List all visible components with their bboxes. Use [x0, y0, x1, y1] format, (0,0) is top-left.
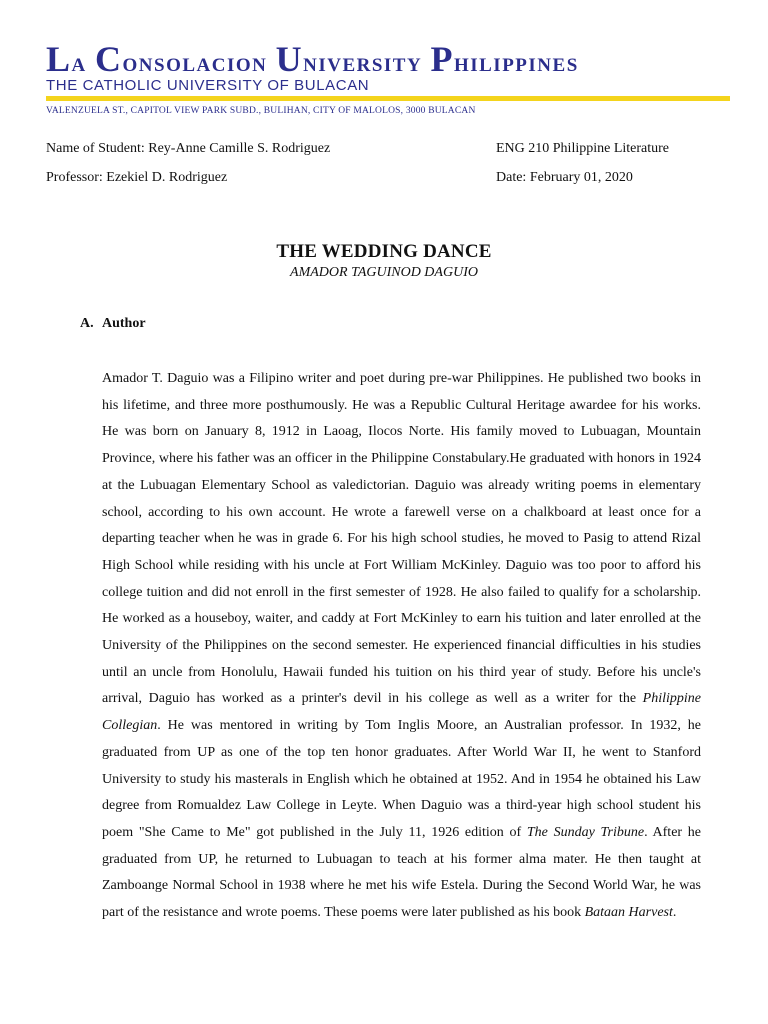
- publication-title: Bataan Harvest: [584, 905, 673, 921]
- meta-row: [46, 163, 730, 192]
- publication-title: Philippine Collegian: [102, 691, 701, 734]
- university-address: VALENZUELA ST., CAPITOL VIEW PARK SUBD., BULIHAN, CITY OF MALOLOS, 3000 BULACAN: [46, 106, 476, 116]
- university-name: [46, 39, 730, 79]
- student-name: Name of Student: Rey-Anne Camille S. Rodriguez: [46, 141, 331, 156]
- letterhead: [46, 39, 730, 116]
- university-name-part: hilippines: [453, 47, 579, 77]
- paragraph-text: Amador T. Daguio was a Filipino writer and poet during pre-war Philippines. He published two books in his lifetime, and three more posthumously. He was a Republic Cultural Heritage awardee for his works. He was born on January 8, 1912 in Laoag, Ilocos Norte. His family moved to Lubuagan, Mountain Province, where his father was an officer in the Philippine Constabulary.He graduated with honors in 1924 at the Lubuagan Elementary School as valedictorian. Daguio was already writing poems in elementary school, according to his own account. He wrote a farewell verse on a chalkboard at least once for a departing teacher when he was in grade 6. For his high school studies, he moved to Pasig to attend Rizal High School while residing with his uncle at Fort William McKinley. Daguio was too poor to afford his college tuition and did not enroll in the first semester of 1928. He also failed to qualify for a scholarship. He worked as a houseboy, waiter, and caddy at Fort McKinley to earn his tuition and later enrolled at the University of the Philippines on the second semester. He experienced financial difficulties in his studies until an uncle from Honolulu, Hawaii funded his tuition on his third year of study. Before his uncle's arrival, Daguio has worked as a printer's devil in his college as well as a writer for the: [102, 371, 701, 707]
- university-name-initial: U: [275, 39, 304, 79]
- publication-title: The Sunday Tribune: [526, 824, 645, 840]
- university-name-part: onsolacion: [122, 47, 268, 77]
- university-name-initial: P: [430, 39, 454, 79]
- section-title: Author: [102, 316, 146, 331]
- university-name-part: niversity: [303, 47, 423, 77]
- university-name-initial: C: [95, 39, 123, 79]
- document-title: THE WEDDING DANCE: [276, 241, 492, 262]
- professor-name: Professor: Ezekiel D. Rodriguez: [46, 170, 228, 185]
- university-tagline: THE CATHOLIC UNIVERSITY OF BULACAN: [46, 77, 370, 94]
- document-subtitle: AMADOR TAGUINOD DAGUIO: [290, 265, 478, 280]
- meta-row: [46, 134, 730, 163]
- university-name-part: a: [71, 47, 87, 77]
- section-number: A.: [80, 316, 94, 331]
- section-heading: [80, 316, 146, 332]
- course-name: ENG 210 Philippine Literature: [496, 141, 670, 156]
- document-meta: [46, 134, 730, 192]
- paragraph-text: .: [672, 905, 677, 921]
- document-date: Date: February 01, 2020: [496, 170, 633, 185]
- paragraph-text: . After he graduated from UP, he returned to Lubuagan to teach at his former alma mater. He then taught at Zamboange Normal School in 1938 where he met his wife Estela. During the Second World War, he was part of the resistance and wrote poems. These poems were later published as his book: [102, 824, 701, 921]
- paragraph-text: . He was mentored in writing by Tom Inglis Moore, an Australian professor. In 1932, he graduated from UP as one of the top ten honor graduates. After World War II, he went to Stanford University to study his masterals in English which he obtained at 1952. And in 1954 he obtained his Law degree from Romualdez Law College in Leyte. When Daguio was a third-year high school student his poem "She Came to Me" got published in the July 11, 1926 edition of: [102, 718, 701, 840]
- university-name-initial: L: [46, 39, 72, 79]
- author-paragraph: [102, 366, 701, 927]
- letterhead-divider: [46, 96, 730, 101]
